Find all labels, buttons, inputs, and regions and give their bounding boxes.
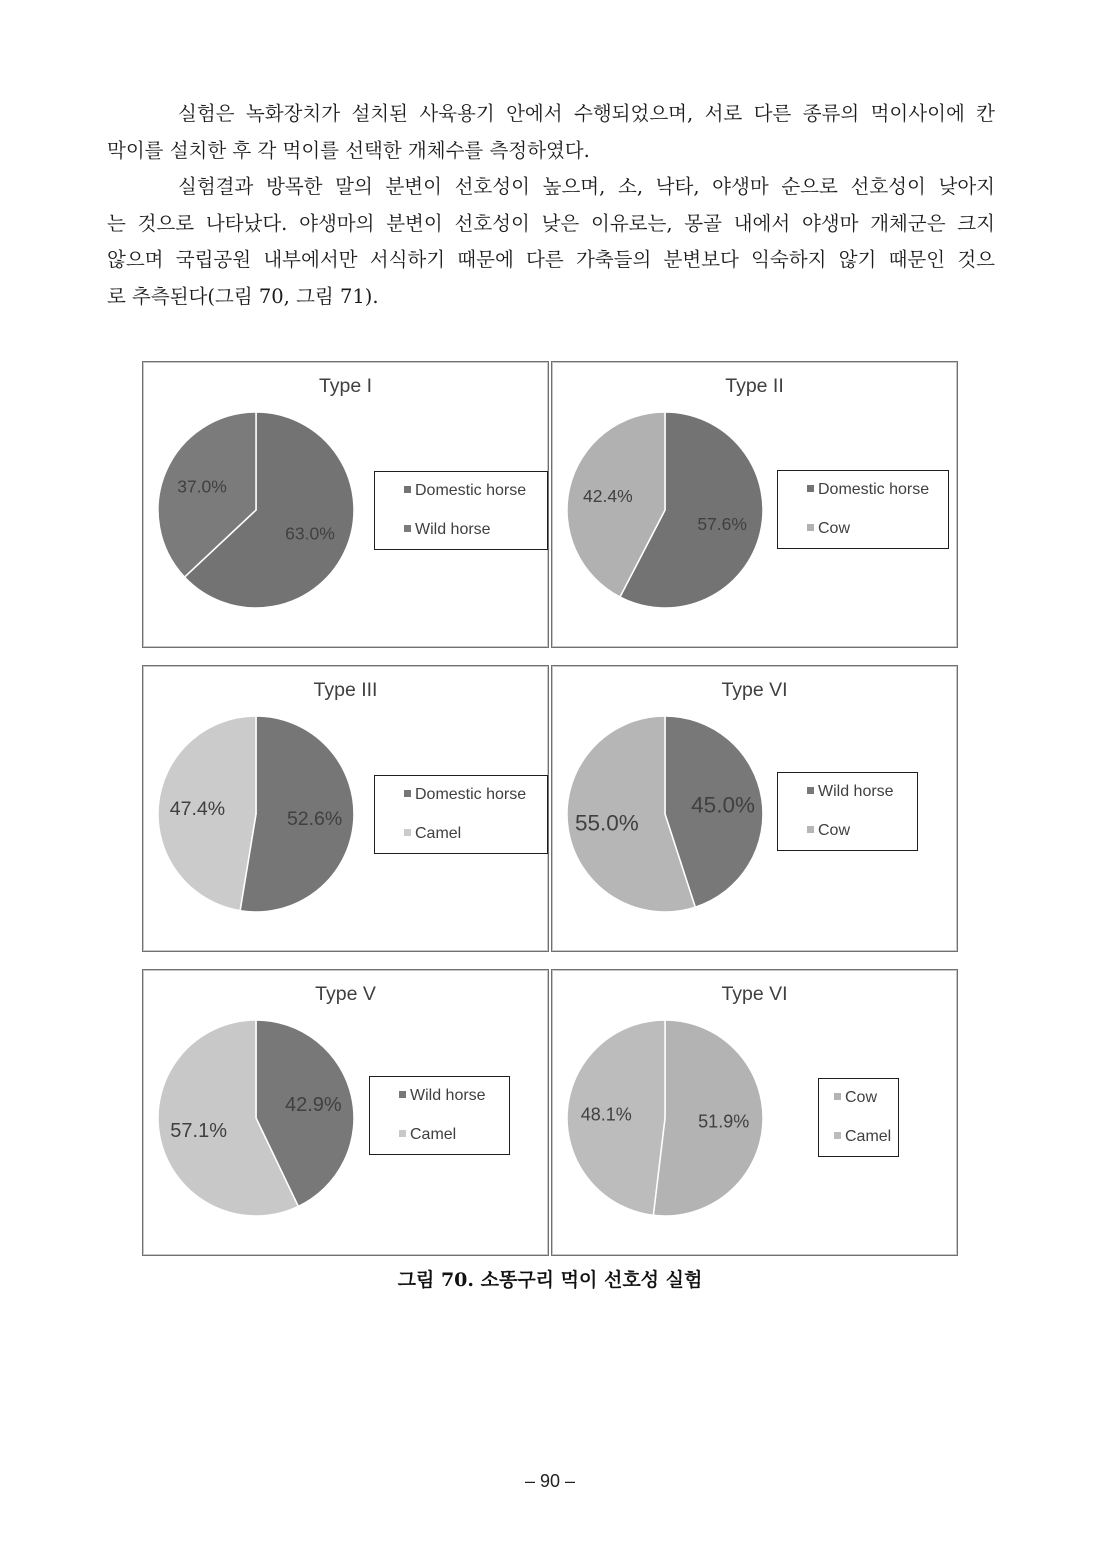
data-label-wild-horse: 45.0%	[691, 792, 755, 818]
paragraph	[107, 96, 995, 169]
legend-marker	[399, 1091, 406, 1098]
legend-marker	[404, 829, 411, 836]
legend-item-camel	[819, 1118, 898, 1157]
legend-item-camel	[375, 815, 547, 854]
legend-item-domestic-horse	[375, 472, 547, 511]
pie-chart-type-ii	[551, 361, 958, 648]
legend-item-domestic-horse	[375, 776, 547, 815]
legend-label: Domestic horse	[415, 786, 527, 803]
chart-title: Type V	[315, 983, 376, 1005]
chart-title: Type II	[725, 375, 784, 397]
data-label-cow: 42.4%	[583, 486, 633, 507]
chart-title: Type VI	[721, 983, 788, 1005]
data-label-domestic-horse: 57.6%	[697, 513, 747, 534]
chart-title: Type VI	[721, 679, 788, 701]
data-label-wild-horse: 42.9%	[284, 1093, 342, 1116]
chart-legend	[369, 1076, 510, 1155]
legend-marker	[404, 790, 411, 797]
legend-item-cow	[819, 1079, 898, 1118]
legend-label: Domestic horse	[818, 481, 930, 498]
legend-marker	[807, 787, 814, 794]
data-label-camel: 47.4%	[169, 798, 226, 821]
legend-label: Cow	[845, 1089, 878, 1106]
data-label-domestic-horse: 52.6%	[286, 807, 343, 830]
chart-legend	[777, 470, 949, 549]
legend-label: Camel	[410, 1125, 457, 1143]
chart-legend	[777, 772, 918, 851]
page-number: – 90 –	[524, 1471, 576, 1491]
legend-marker	[834, 1093, 841, 1100]
legend-marker	[404, 486, 411, 493]
pie-chart-type-v	[142, 969, 549, 1256]
legend-marker	[399, 1130, 406, 1137]
text-line: 실험은 녹화장치가 설치된 사육용기 안에서 수행되었으며, 서로 다른 종류의 먹이사이에 칸	[178, 102, 995, 125]
legend-label: Domestic horse	[415, 482, 527, 499]
legend-label: Wild horse	[410, 1087, 486, 1104]
legend-label: Camel	[845, 1127, 892, 1145]
legend-item-camel	[370, 1116, 509, 1155]
legend-marker	[807, 826, 814, 833]
legend-item-cow	[778, 812, 917, 851]
chart-legend	[374, 775, 548, 854]
legend-item-cow	[778, 510, 948, 549]
legend-label: Wild horse	[415, 520, 491, 538]
chart-title: Type I	[318, 375, 373, 397]
legend-item-wild-horse	[375, 511, 547, 550]
legend-marker	[404, 525, 411, 532]
legend-marker	[834, 1132, 841, 1139]
paragraph	[107, 169, 995, 315]
pie-chart-type-iii	[142, 665, 549, 952]
data-label-wild-horse: 37.0%	[177, 476, 227, 497]
text-line: 는 것으로 나타났다. 야생마의 분변이 선호성이 낮은 이유로는, 몽골 내에서 야생마 개체군은 크지	[107, 211, 995, 235]
legend-label: Cow	[818, 821, 851, 839]
pie-chart-type-vi-cow-camel	[551, 969, 958, 1256]
figure-caption: 그림 70. 소똥구리 먹이 선호성 실험	[397, 1269, 703, 1291]
legend-label: Wild horse	[818, 783, 894, 800]
legend-label: Cow	[818, 519, 851, 537]
legend-label: Camel	[415, 824, 462, 842]
text-line: 않으며 국립공원 내부에서만 서식하기 때문에 다른 가축들의 분변보다 익숙하지 않기 때문인 것으	[107, 248, 995, 272]
chart-title: Type III	[313, 679, 378, 701]
data-label-cow: 55.0%	[575, 810, 639, 836]
text-line: 실험결과 방목한 말의 분변이 선호성이 높으며, 소, 낙타, 야생마 순으로 선호성이 낮아지	[178, 175, 995, 199]
data-label-cow: 51.9%	[698, 1111, 750, 1132]
pie-chart-type-i	[142, 361, 549, 648]
data-label-camel: 48.1%	[580, 1104, 632, 1125]
data-label-camel: 57.1%	[170, 1120, 228, 1143]
legend-item-wild-horse	[370, 1077, 509, 1116]
pie-chart-type-vi-wild-horse-cow	[551, 665, 958, 952]
legend-item-wild-horse	[778, 773, 917, 812]
text-line: 로 추측된다(그림 70, 그림 71).	[107, 284, 379, 308]
legend-marker	[807, 485, 814, 492]
text-line: 막이를 설치한 후 각 먹이를 선택한 개체수를 측정하였다.	[107, 138, 590, 162]
body-text	[107, 96, 995, 316]
legend-item-domestic-horse	[778, 471, 948, 510]
chart-legend	[818, 1078, 899, 1157]
legend-marker	[807, 524, 814, 531]
chart-legend	[374, 471, 548, 550]
data-label-domestic-horse: 63.0%	[285, 523, 335, 544]
